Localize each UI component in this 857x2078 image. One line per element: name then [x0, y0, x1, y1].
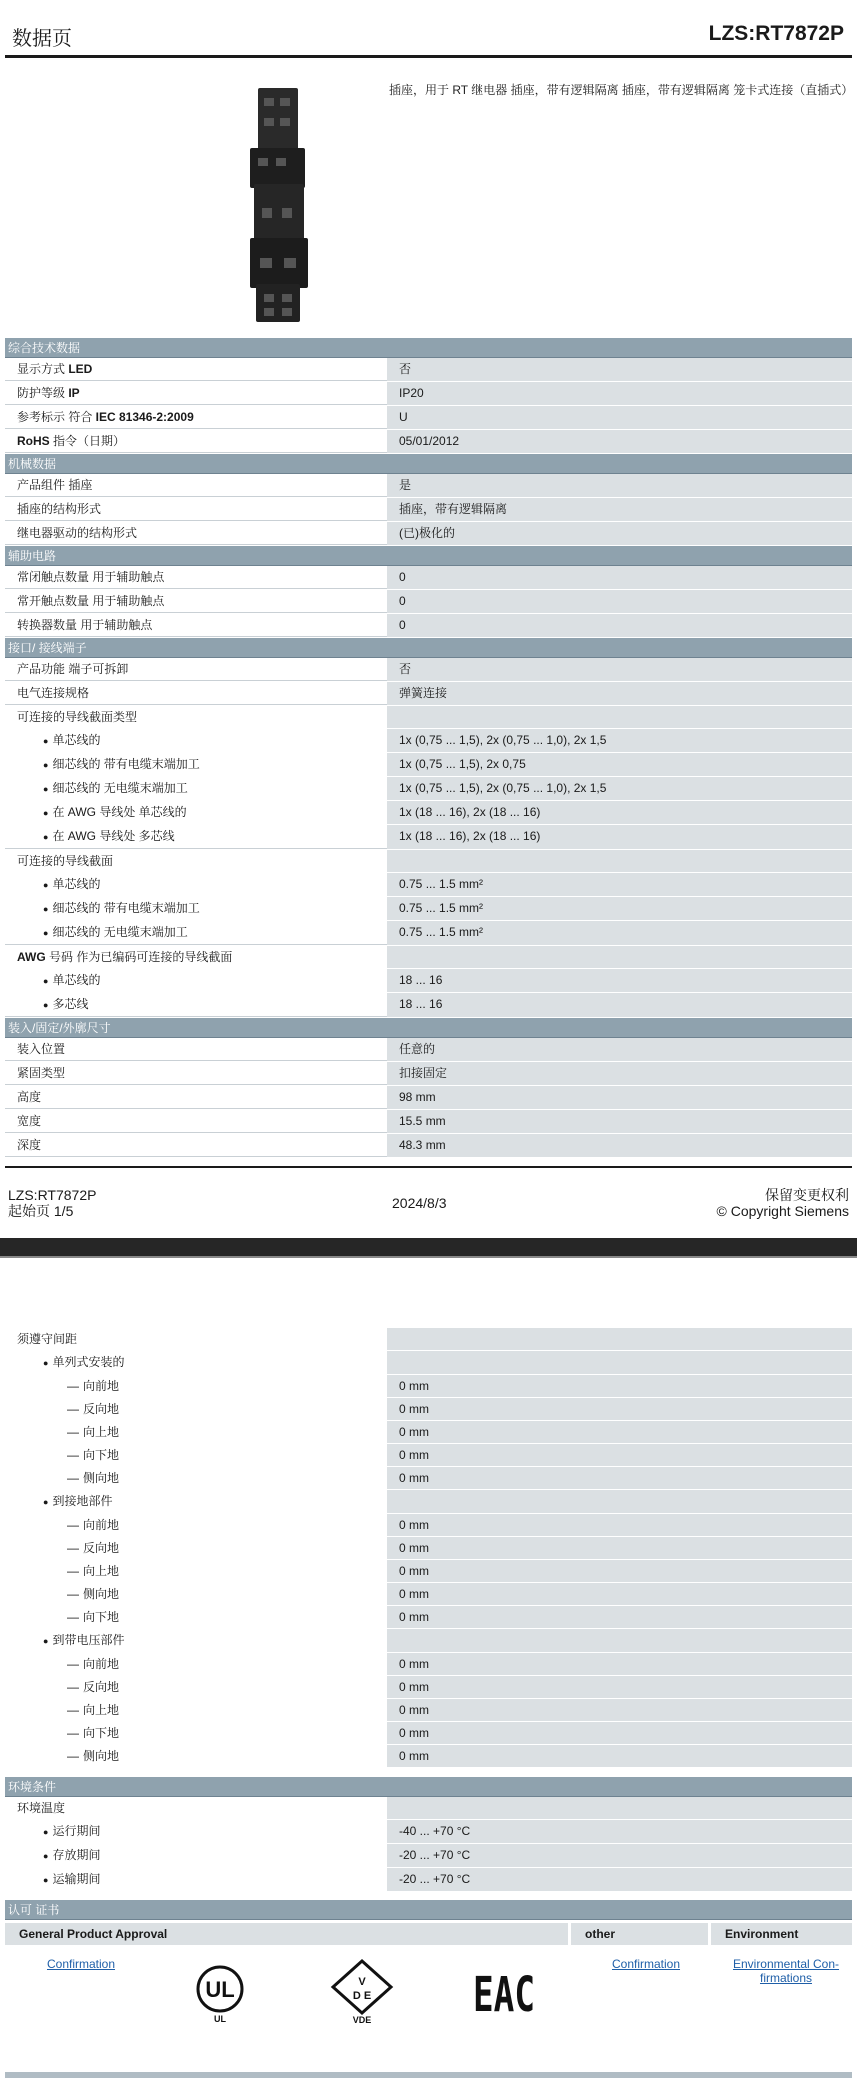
spec-label [5, 1467, 387, 1489]
spec-row [5, 382, 852, 406]
label-text: 在 AWG 导线处 单芯线的 [52, 805, 187, 819]
document-type: 数据页 [12, 28, 72, 50]
spec-row [5, 1560, 852, 1583]
dash-icon: — [67, 1448, 79, 1462]
label-text: 单芯线的 [52, 877, 101, 891]
label-text: 参考标示 符合 [17, 410, 96, 424]
spec-label [5, 897, 387, 920]
spec-label [5, 801, 387, 824]
spec-value: 18 ... 16 [387, 993, 852, 1017]
spec-label [5, 1444, 387, 1466]
spec-label [5, 1110, 387, 1133]
footer-notice: 保留变更权利 [765, 1187, 849, 1203]
spec-label [5, 1606, 387, 1628]
bullet-icon: ● [43, 1636, 49, 1646]
label-text: 向上地 [83, 1564, 120, 1578]
bullet-icon: ● [43, 928, 49, 938]
bullet-icon: ● [43, 904, 49, 914]
spec-value: 0 [387, 590, 852, 613]
spec-row [5, 1514, 852, 1537]
section-header: 辅助电路 [5, 546, 852, 566]
spec-label [5, 1514, 387, 1536]
spec-value: 0 mm [387, 1514, 852, 1536]
spec-row [5, 1134, 852, 1158]
spec-label [5, 1560, 387, 1582]
spec-row [5, 430, 852, 454]
spec-row [5, 777, 852, 801]
cert-col-general: General Product Approval [5, 1923, 571, 1945]
dash-icon: — [67, 1610, 79, 1624]
bullet-icon: ● [43, 832, 49, 842]
spec-value: 18 ... 16 [387, 969, 852, 992]
label-text: 环境温度 [17, 1801, 66, 1815]
product-image [240, 88, 315, 323]
dash-icon: — [67, 1703, 79, 1717]
spec-row [5, 1328, 852, 1351]
bullet-icon: ● [43, 976, 49, 986]
label-text: 向下地 [83, 1610, 120, 1624]
label-text: 存放期间 [52, 1848, 101, 1862]
spec-value: 0 mm [387, 1745, 852, 1767]
label-text: 可连接的导线截面类型 [17, 710, 138, 724]
bullet-icon: ● [43, 784, 49, 794]
spec-row [5, 1062, 852, 1086]
spec-value: 0 mm [387, 1653, 852, 1675]
certificates-section [5, 1900, 852, 2065]
spec-row [5, 969, 852, 993]
bullet-icon: ● [43, 1827, 49, 1837]
label-text: 细芯线的 带有电缆末端加工 [52, 757, 200, 771]
spec-label [5, 1421, 387, 1443]
label-text: 装入位置 [17, 1042, 66, 1056]
label-text: 电气连接规格 [17, 686, 90, 700]
spec-label [5, 1398, 387, 1420]
spec-row [5, 1467, 852, 1490]
spec-row [5, 1745, 852, 1768]
spec-row [5, 658, 852, 682]
spec-label [5, 1328, 387, 1350]
spec-value: (已)极化的 [387, 522, 852, 545]
spec-label [5, 522, 387, 545]
spec-label [5, 358, 387, 381]
label-bold-text: LED [68, 362, 93, 376]
spec-value [387, 1351, 852, 1374]
page-separator [0, 1238, 857, 1256]
spec-label [5, 1490, 387, 1513]
spec-value: 0 mm [387, 1676, 852, 1698]
bullet-icon: ● [43, 760, 49, 770]
section-header: 装入/固定/外廓尺寸 [5, 1018, 852, 1038]
spec-value: 是 [387, 474, 852, 497]
spec-value: 扣接固定 [387, 1062, 852, 1085]
label-text: 到带电压部件 [52, 1633, 125, 1647]
spec-value: 0 [387, 614, 852, 637]
spec-value: U [387, 406, 852, 429]
section-header: 机械数据 [5, 454, 852, 474]
spec-label [5, 1699, 387, 1721]
label-text: 须遵守间距 [17, 1332, 78, 1346]
spec-value: 否 [387, 358, 852, 381]
ul-logo-caption: UL [214, 2014, 226, 2024]
spec-row [5, 1653, 852, 1676]
spec-row [5, 1375, 852, 1398]
spec-row [5, 1629, 852, 1653]
spec-label [5, 825, 387, 849]
dash-icon: — [67, 1379, 79, 1393]
spec-value: 1x (18 ... 16), 2x (18 ... 16) [387, 825, 852, 849]
spec-label [5, 430, 387, 453]
page-header [5, 0, 852, 58]
spec-label [5, 753, 387, 776]
spec-label [5, 382, 387, 405]
spec-value: 0 mm [387, 1375, 852, 1397]
label-text: 多芯线 [52, 997, 89, 1011]
spec-value: -40 ... +70 °C [387, 1820, 852, 1843]
spec-rows-page2 [5, 1328, 852, 1768]
label-text: 细芯线的 无电缆末端加工 [52, 781, 188, 795]
spec-row [5, 946, 852, 969]
section-header: 环境条件 [5, 1777, 852, 1797]
spec-sections-page1 [5, 338, 852, 1158]
spec-row [5, 1537, 852, 1560]
spec-row [5, 729, 852, 753]
spec-value: 0 mm [387, 1699, 852, 1721]
dash-icon: — [67, 1402, 79, 1416]
spec-row [5, 566, 852, 590]
spec-value: 0 [387, 566, 852, 589]
dash-icon: — [67, 1587, 79, 1601]
label-text: 向前地 [83, 1379, 120, 1393]
spec-label [5, 1038, 387, 1061]
label-text: 产品组件 插座 [17, 478, 93, 492]
spec-value: 0 mm [387, 1722, 852, 1744]
document-id: LZS:RT7872P [708, 22, 844, 45]
dash-icon: — [67, 1541, 79, 1555]
spec-row [5, 1583, 852, 1606]
spec-row [5, 993, 852, 1018]
spec-row [5, 1797, 852, 1820]
spec-row [5, 873, 852, 897]
spec-label [5, 1722, 387, 1744]
eac-logo-icon [471, 1963, 537, 2023]
spec-row [5, 1699, 852, 1722]
spec-label [5, 729, 387, 752]
eac-logo-text: EAC [473, 1967, 535, 2023]
label-text: 反向地 [83, 1541, 120, 1555]
spec-label [5, 1868, 387, 1891]
spec-value [387, 1797, 852, 1819]
product-description: 插座，用于 RT 继电器 插座，带有逻辑隔离 插座，带有逻辑隔离 笼卡式连接（直插式） [389, 83, 854, 97]
spec-value: 1x (0,75 ... 1,5), 2x (0,75 ... 1,0), 2x 1,5 [387, 729, 852, 752]
spec-row [5, 1820, 852, 1844]
spec-value: 0.75 ... 1.5 mm² [387, 921, 852, 945]
spec-label [5, 969, 387, 992]
label-text: 细芯线的 带有电缆末端加工 [52, 901, 200, 915]
label-text: 插座的结构形式 [17, 502, 102, 516]
spec-value: 0.75 ... 1.5 mm² [387, 897, 852, 920]
spec-row [5, 897, 852, 921]
spec-row [5, 706, 852, 729]
spec-row [5, 358, 852, 382]
svg-text:V: V [358, 1976, 366, 1988]
spec-row [5, 522, 852, 546]
dash-icon: — [67, 1564, 79, 1578]
bullet-icon: ● [43, 1000, 49, 1010]
spec-row [5, 682, 852, 706]
label-text: 单列式安装的 [52, 1355, 125, 1369]
spec-label [5, 921, 387, 945]
certificates-header-row [5, 1923, 852, 1945]
spec-label [5, 993, 387, 1017]
label-text: 单芯线的 [52, 973, 101, 987]
spec-label [5, 498, 387, 521]
label-bold-text: IEC 81346-2:2009 [95, 410, 194, 424]
dash-icon: — [67, 1749, 79, 1763]
spec-value: 0.75 ... 1.5 mm² [387, 873, 852, 896]
spec-label [5, 1134, 387, 1157]
spec-value: 0 mm [387, 1467, 852, 1489]
label-text: 侧向地 [83, 1587, 120, 1601]
spec-value: 1x (18 ... 16), 2x (18 ... 16) [387, 801, 852, 824]
page-separator-edge [0, 1256, 857, 1258]
footer-doc-id: LZS:RT7872P [8, 1187, 97, 1203]
label-text: 防护等级 [17, 386, 69, 400]
label-text: 到接地部件 [52, 1494, 113, 1508]
label-text: 侧向地 [83, 1471, 120, 1485]
spec-row [5, 1038, 852, 1062]
spec-value: 15.5 mm [387, 1110, 852, 1133]
footer-copyright: © Copyright Siemens [716, 1203, 849, 1219]
bullet-icon: ● [43, 808, 49, 818]
spec-row [5, 1722, 852, 1745]
spec-label [5, 1797, 387, 1819]
spec-value [387, 1629, 852, 1652]
spec-value: 98 mm [387, 1086, 852, 1109]
label-text: 产品功能 端子可拆卸 [17, 662, 129, 676]
section-header: 认可 证书 [5, 1900, 852, 1920]
spec-value: 05/01/2012 [387, 430, 852, 453]
spec-value: 0 mm [387, 1583, 852, 1605]
spec-row [5, 614, 852, 638]
label-text: 运输期间 [52, 1872, 101, 1886]
spec-label [5, 1537, 387, 1559]
spec-row [5, 1398, 852, 1421]
spec-label [5, 1653, 387, 1675]
spec-label [5, 1820, 387, 1843]
spec-label [5, 474, 387, 497]
dash-icon: — [67, 1680, 79, 1694]
spec-label [5, 406, 387, 429]
ul-logo-text: UL [205, 1977, 235, 2002]
dash-icon: — [67, 1657, 79, 1671]
environment-section [5, 1777, 852, 1892]
footer-page-number: 起始页 1/5 [8, 1203, 74, 1219]
spec-value: 0 mm [387, 1560, 852, 1582]
label-text: 向前地 [83, 1657, 120, 1671]
dash-icon: — [67, 1425, 79, 1439]
spec-label [5, 590, 387, 613]
label-text: 继电器驱动的结构形式 [17, 526, 138, 540]
spec-value: 1x (0,75 ... 1,5), 2x 0,75 [387, 753, 852, 776]
spec-value: 任意的 [387, 1038, 852, 1061]
label-text: 号码 作为已编码可连接的导线截面 [45, 950, 233, 964]
label-text: 常开触点数量 用于辅助触点 [17, 594, 165, 608]
spec-row [5, 1868, 852, 1892]
ul-logo-icon [192, 1963, 248, 2025]
label-text: 细芯线的 无电缆末端加工 [52, 925, 188, 939]
label-text: 向下地 [83, 1726, 120, 1740]
label-text: 向上地 [83, 1425, 120, 1439]
spec-value [387, 1328, 852, 1350]
spec-row [5, 406, 852, 430]
spec-value: 插座，带有逻辑隔离 [387, 498, 852, 521]
bullet-icon: ● [43, 880, 49, 890]
spec-row [5, 1676, 852, 1699]
spec-label [5, 850, 387, 872]
environmental-confirmations-link[interactable]: Environmental Con-firmations [732, 1957, 840, 1985]
spec-row [5, 1444, 852, 1467]
label-text: 指令（日期） [49, 434, 126, 448]
spec-value: 0 mm [387, 1398, 852, 1420]
bullet-icon: ● [43, 1875, 49, 1885]
spec-label [5, 1375, 387, 1397]
spec-label [5, 946, 387, 968]
bullet-icon: ● [43, 1851, 49, 1861]
spec-row [5, 921, 852, 946]
cert-col-other: other [571, 1923, 711, 1945]
spec-value [387, 1490, 852, 1513]
spec-label [5, 1844, 387, 1867]
spec-row [5, 498, 852, 522]
bullet-icon: ● [43, 1358, 49, 1368]
general-confirmation-link[interactable]: Confirmation [46, 1957, 116, 1971]
spec-row [5, 1086, 852, 1110]
label-text: 紧固类型 [17, 1066, 66, 1080]
section-header: 综合技术数据 [5, 338, 852, 358]
label-text: 运行期间 [52, 1824, 101, 1838]
label-text: 可连接的导线截面 [17, 854, 114, 868]
spec-label [5, 1676, 387, 1698]
spec-label [5, 1086, 387, 1109]
spec-value: -20 ... +70 °C [387, 1868, 852, 1891]
label-text: 在 AWG 导线处 多芯线 [52, 829, 175, 843]
footer-date: 2024/8/3 [392, 1195, 447, 1211]
certificates-body [5, 1945, 852, 2065]
label-text: 深度 [17, 1138, 42, 1152]
label-bold-text: RoHS [17, 434, 50, 448]
vde-logo-caption: VDE [352, 2015, 372, 2025]
next-page-edge [5, 2072, 852, 2078]
label-text: 向下地 [83, 1448, 120, 1462]
label-text: 显示方式 [17, 362, 69, 376]
spec-row [5, 1351, 852, 1375]
spec-value: 弹簧连接 [387, 682, 852, 705]
spec-label [5, 1583, 387, 1605]
spec-row [5, 1421, 852, 1444]
spec-row [5, 850, 852, 873]
label-bold-text: IP [68, 386, 80, 400]
spec-value: 0 mm [387, 1606, 852, 1628]
spec-label [5, 566, 387, 589]
spec-value: IP20 [387, 382, 852, 405]
spec-row [5, 590, 852, 614]
spec-value [387, 706, 852, 728]
label-bold-text: AWG [17, 950, 46, 964]
spec-row [5, 825, 852, 850]
label-text: 单芯线的 [52, 733, 101, 747]
other-confirmation-link[interactable]: Confirmation [611, 1957, 681, 1971]
spec-row [5, 1844, 852, 1868]
footer-left [8, 1187, 96, 1219]
spec-label [5, 1351, 387, 1374]
spec-row [5, 753, 852, 777]
label-text: 常闭触点数量 用于辅助触点 [17, 570, 165, 584]
spec-label [5, 873, 387, 896]
vde-logo-icon [329, 1957, 395, 2025]
dash-icon: — [67, 1518, 79, 1532]
spec-label [5, 1062, 387, 1085]
section-header: 接口/ 接线端子 [5, 638, 852, 658]
spec-value [387, 850, 852, 872]
spec-row [5, 474, 852, 498]
spec-label [5, 682, 387, 705]
spec-row [5, 801, 852, 825]
spec-row [5, 1110, 852, 1134]
label-text: 高度 [17, 1090, 42, 1104]
label-text: 侧向地 [83, 1749, 120, 1763]
spec-label [5, 658, 387, 681]
spec-value: 0 mm [387, 1421, 852, 1443]
svg-text:D E: D E [352, 1990, 372, 2002]
label-text: 反向地 [83, 1402, 120, 1416]
cert-col-environment: Environment [711, 1923, 852, 1945]
dash-icon: — [67, 1726, 79, 1740]
spec-value: 1x (0,75 ... 1,5), 2x (0,75 ... 1,0), 2x 1,5 [387, 777, 852, 800]
spec-value: 48.3 mm [387, 1134, 852, 1157]
label-text: 转换器数量 用于辅助触点 [17, 618, 153, 632]
spec-label [5, 777, 387, 800]
spec-row [5, 1490, 852, 1514]
label-text: 宽度 [17, 1114, 42, 1128]
spec-value: -20 ... +70 °C [387, 1844, 852, 1867]
spec-value [387, 946, 852, 968]
footer-right [717, 1187, 849, 1219]
page-footer [5, 1166, 852, 1238]
spec-label [5, 706, 387, 728]
spec-value: 0 mm [387, 1537, 852, 1559]
dash-icon: — [67, 1471, 79, 1485]
spec-row [5, 1606, 852, 1629]
label-text: 向上地 [83, 1703, 120, 1717]
label-text: 反向地 [83, 1680, 120, 1694]
spec-label [5, 614, 387, 637]
label-text: 向前地 [83, 1518, 120, 1532]
spec-value: 否 [387, 658, 852, 681]
spec-value: 0 mm [387, 1444, 852, 1466]
spec-label [5, 1745, 387, 1767]
bullet-icon: ● [43, 736, 49, 746]
bullet-icon: ● [43, 1497, 49, 1507]
spec-label [5, 1629, 387, 1652]
